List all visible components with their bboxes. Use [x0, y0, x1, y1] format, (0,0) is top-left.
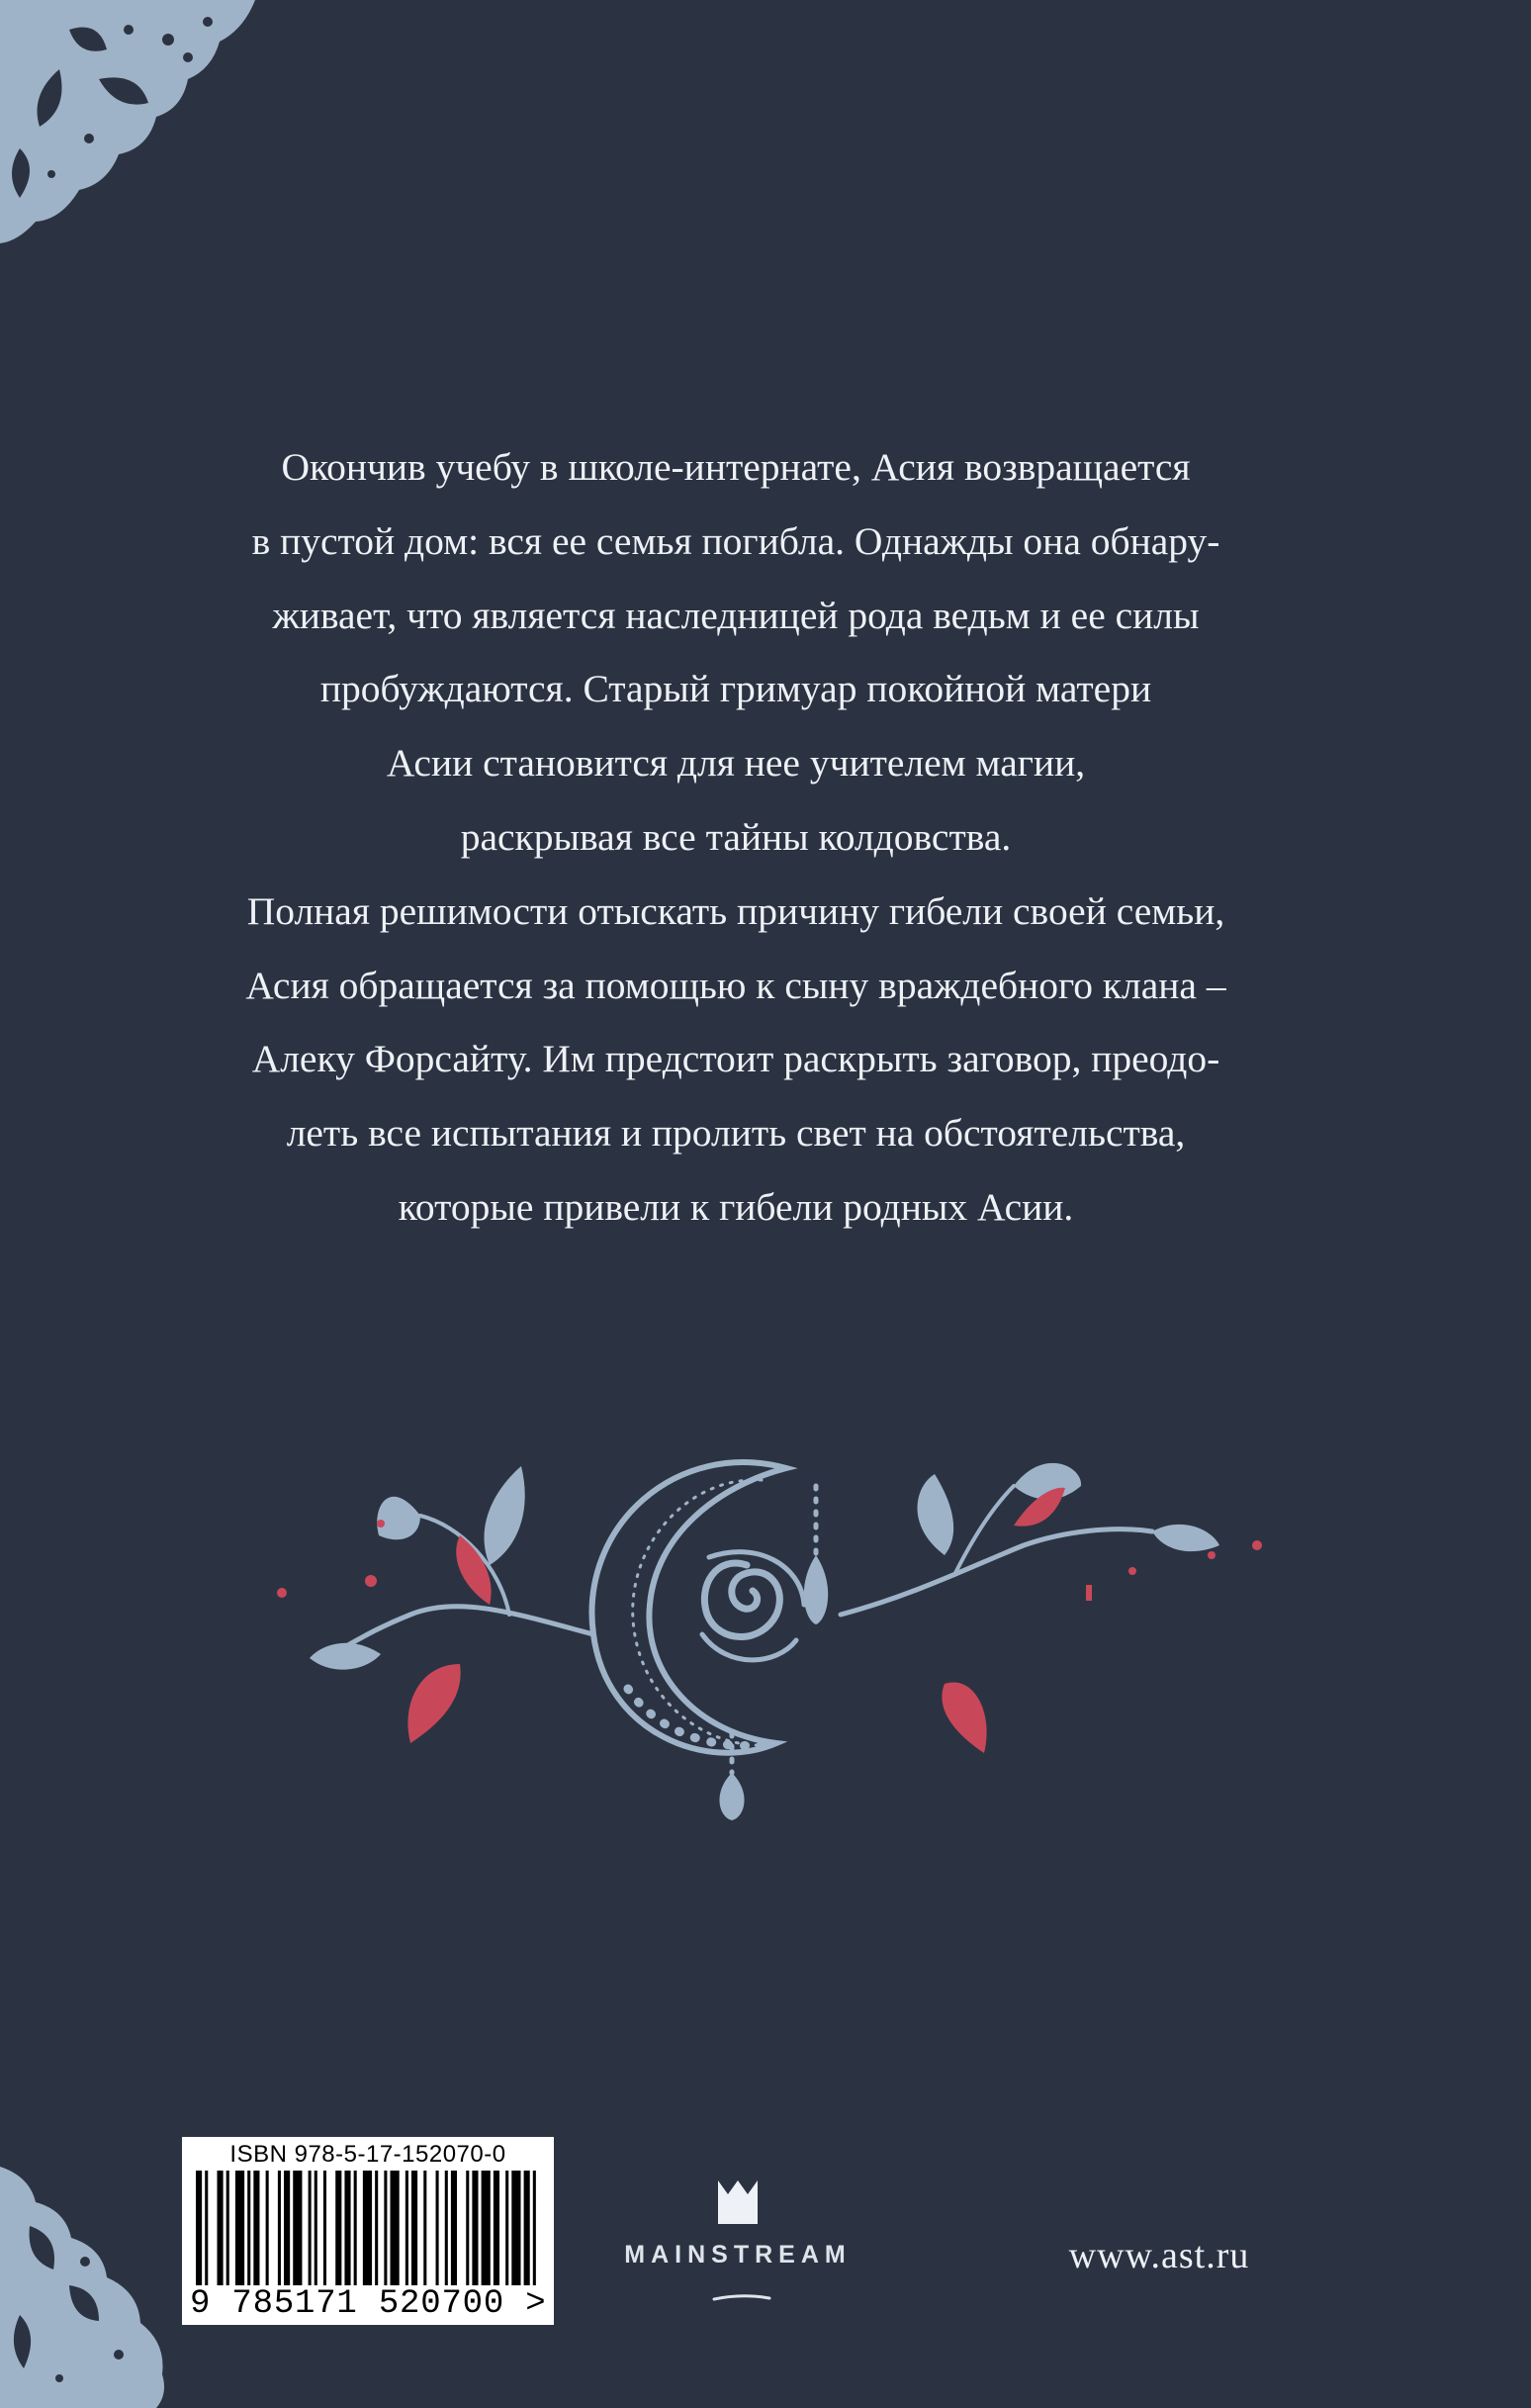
barcode-bar	[284, 2171, 290, 2285]
crescent-moon-ornament	[262, 1446, 1271, 1822]
barcode-bar	[205, 2171, 208, 2285]
publisher-swoosh	[712, 2293, 771, 2303]
barcode-bar	[375, 2171, 378, 2285]
blurb-line: живает, что является наследницей рода ведьм и ее силы	[272, 593, 1200, 637]
barcode-bar	[451, 2171, 457, 2285]
barcode-bar	[423, 2171, 426, 2285]
barcode-bar	[482, 2171, 491, 2285]
barcode-bar	[411, 2171, 417, 2285]
barcode-bar	[354, 2171, 357, 2285]
isbn-label: ISBN 978-5-17-152070-0	[229, 2141, 506, 2168]
blurb-line: которые привели к гибели родных Асии.	[398, 1184, 1074, 1229]
blurb-line: Алеку Форсайту. Им предстоит раскрыть заговор, преодо-	[251, 1037, 1220, 1081]
lace-corner-bottom-left	[0, 2167, 168, 2408]
barcode-bar	[226, 2171, 229, 2285]
barcode-bar	[363, 2171, 372, 2285]
barcode-bar	[266, 2171, 269, 2285]
barcode-bar	[253, 2171, 259, 2285]
barcode-bar	[293, 2171, 302, 2285]
lace-corner-top-left	[0, 0, 255, 243]
barcode-bar	[278, 2171, 281, 2285]
barcode-bar	[309, 2171, 312, 2285]
publisher-name: MAINSTREAM	[624, 2241, 852, 2269]
barcode-digits: 9 785171 520700 >	[190, 2285, 547, 2323]
barcode-bar	[436, 2171, 439, 2285]
barcode-bar	[344, 2171, 350, 2285]
barcode-bar	[505, 2171, 508, 2285]
barcode-bar	[511, 2171, 520, 2285]
barcode-bar	[466, 2171, 469, 2285]
blurb-line: леть все испытания и пролить свет на обстоятельства,	[286, 1111, 1186, 1156]
crown-icon	[718, 2180, 758, 2224]
barcode-bar	[247, 2171, 250, 2285]
barcode-bar	[390, 2171, 399, 2285]
barcode-bars	[196, 2171, 542, 2285]
barcode-bar	[323, 2171, 326, 2285]
barcode-bar	[196, 2171, 202, 2285]
blurb-line: пробуждаются. Старый гримуар покойной матери	[319, 667, 1152, 711]
barcode-bar	[445, 2171, 448, 2285]
blurb-line: Окончив учебу в школе-интернате, Асия возвращается	[281, 445, 1191, 489]
blurb-line: в пустой дом: вся ее семья погибла. Однажды она обнару-	[251, 518, 1220, 563]
blurb-line: Полная решимости отыскать причину гибели своей семьи,	[246, 888, 1225, 933]
blurb-line: раскрывая все тайны колдовства.	[460, 814, 1012, 859]
blurb-line: Асии становится для нее учителем магии,	[386, 741, 1086, 786]
publisher-website[interactable]: www.ast.ru	[1068, 2235, 1250, 2276]
barcode-bar	[405, 2171, 408, 2285]
barcode-bar	[315, 2171, 317, 2285]
barcode-bar	[384, 2171, 387, 2285]
barcode-bar	[335, 2171, 341, 2285]
blurb-line: Асия обращается за помощью к сыну враждебного клана –	[245, 963, 1226, 1007]
barcode-bar	[494, 2171, 499, 2285]
barcode-bar	[533, 2171, 536, 2285]
barcode-bar	[472, 2171, 478, 2285]
barcode-bar	[217, 2171, 223, 2285]
barcode-bar	[524, 2171, 530, 2285]
barcode-bar	[235, 2171, 244, 2285]
isbn-barcode	[182, 2137, 554, 2325]
blurb-text	[129, 430, 1343, 1245]
